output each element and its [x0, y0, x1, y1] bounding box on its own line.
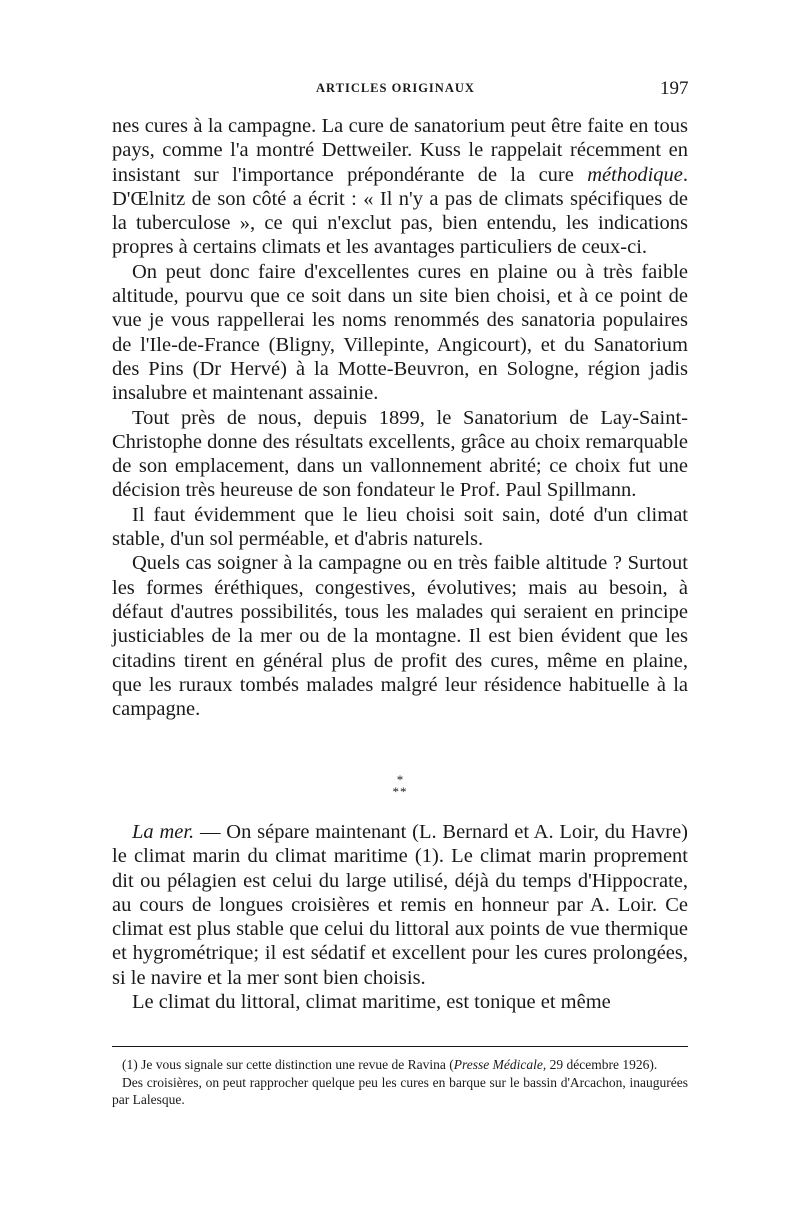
paragraph-3: Tout près de nous, depuis 1899, le Sanatorium de Lay-Saint-Christophe donne des résultats excellents, grâce au choix remarquable de son emplacement, dans un vallonnement abrité; ce choix fut une décision très heureuse de son fondateur le Prof. Paul Spillmann.	[112, 406, 688, 502]
asterism-top: *	[396, 772, 404, 787]
section-divider-asterism	[0, 774, 800, 798]
running-head	[0, 78, 800, 102]
footnotes	[112, 1056, 688, 1109]
footnote-divider	[112, 1046, 688, 1047]
paragraph-1-text-a: nes cures à la campagne. La cure de sanatorium peut être faite en tous pays, comme l'a montré Dettweiler. Kuss le rappelait récemment en insistant sur l'importance prépondérante de la cure	[112, 115, 688, 186]
footnote-1	[112, 1056, 688, 1074]
footnote-1-text-b: , 29 décembre 1926).	[542, 1057, 658, 1072]
asterism-bottom: **	[392, 784, 408, 799]
paragraph-4: Il faut évidemment que le lieu choisi soit sain, doté d'un climat stable, d'un sol perméable, et d'abris naturels.	[112, 503, 688, 551]
section-heading-la-mer: La mer.	[132, 821, 195, 843]
paragraph-1-emphasis: méthodique	[587, 163, 683, 186]
paragraph-1-text-b: . D'Œlnitz de son côté a écrit : « Il n'y a pas de climats spécifiques de la tuberculose », ce qui n'exclut pas, bien entendu, les indications propres à certains climats et les avantages particuliers de ceux-ci.	[112, 163, 688, 259]
body-text-section-1	[112, 114, 688, 721]
footnote-1-journal: Presse Médicale	[453, 1057, 543, 1072]
body-text-section-2	[112, 820, 688, 1014]
footnote-2: Des croisières, on peut rapprocher quelque peu les cures en barque sur le bassin d'Arcachon, inaugurées par Lalesque.	[112, 1074, 688, 1107]
paragraph-la-mer	[112, 820, 688, 990]
footnote-1-text-a: (1) Je vous signale sur cette distinction une revue de Ravina (	[122, 1057, 454, 1072]
paragraph-5: Quels cas soigner à la campagne ou en très faible altitude ? Surtout les formes éréthiques, congestives, évolutives; mais au besoin, à défaut d'autres possibilités, tous les malades qui seraient en principe justiciables de la mer ou de la montagne. Il est bien évident que les citadins tirent en général plus de profit des cures, même en plaine, que les ruraux tombés malades malgré leur résidence habituelle à la campagne.	[112, 552, 688, 721]
page-number: 197	[660, 78, 689, 99]
paragraph-littoral: Le climat du littoral, climat maritime, est tonique et même	[132, 991, 611, 1014]
paragraph-la-mer-text: — On sépare maintenant (L. Bernard et A. Loir, du Havre) le climat marin du climat maritime (1). Le climat marin proprement dit ou pélagien est celui du large utilisé, déjà du temps d'Hippocrate, au cours de longues croisières et remis en honneur par A. Loir. Ce climat est plus stable que celui du littoral aux points de vue thermique et hygrométrique; il est sédatif et excellent pour les cures prolongées, si le navire et la mer sont bien choisis.	[112, 821, 688, 989]
running-title: ARTICLES ORIGINAUX	[316, 81, 475, 95]
paragraph-1	[112, 114, 688, 260]
paragraph-2: On peut donc faire d'excellentes cures en plaine ou à très faible altitude, pourvu que ce soit dans un site bien choisi, et à ce point de vue je vous rappellerai les noms renommés des sanatoria populaires de l'Ile-de-France (Bligny, Villepinte, Angicourt), et du Sanatorium des Pins (Dr Hervé) à la Motte-Beuvron, en Sologne, région jadis insalubre et maintenant assainie.	[112, 260, 688, 405]
